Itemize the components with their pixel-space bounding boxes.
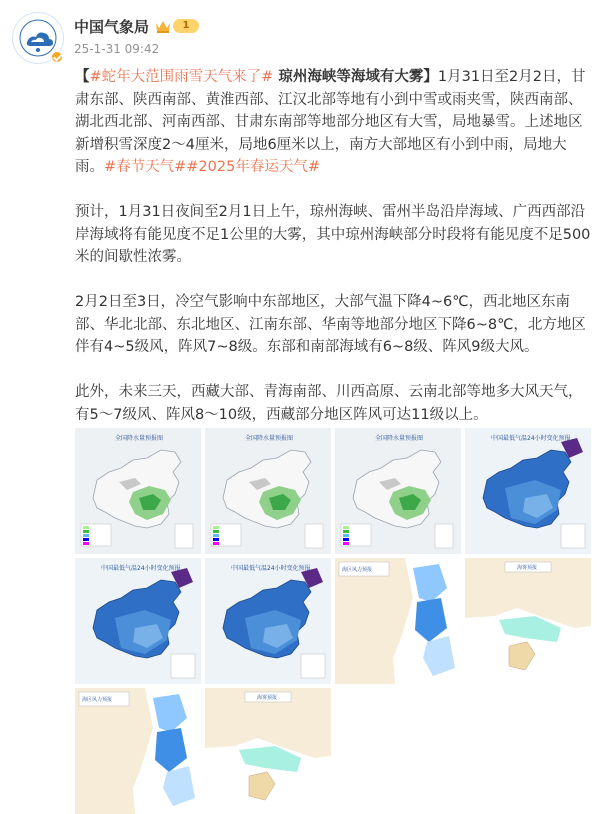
author-name[interactable]: 中国气象局 [74,17,150,36]
temp-map-image [465,428,591,554]
image-thumb-5[interactable] [75,558,201,684]
verified-badge-icon [50,50,64,64]
topic-link-3[interactable]: #2025年春运天气# [186,159,321,175]
svg-text:海雾预报: 海雾预报 [517,565,538,571]
paragraph-4: 此外，未来三天，西藏大部、青海南部、川西高原、云南北部等地多大风天气，有5～7级风、阵风8～10级，西藏部分地区阵风可达11级以上。 [75,384,583,423]
topic-link-1[interactable]: #蛇年大范围雨雪天气来了# [89,69,274,85]
image-thumb-7[interactable] [335,558,461,684]
close-bracket: 】 [423,69,438,85]
image-thumb-8[interactable] [465,558,591,684]
temp-map-image [75,558,201,684]
svg-text:中国最低气温24小时变化预报: 中国最低气温24小时变化预报 [491,435,571,442]
svg-text:全国降水量预报图: 全国降水量预报图 [245,435,294,442]
open-bracket: 【 [75,69,90,85]
paragraph-1-body: 1月31日至2月2日，甘肃东部、陕西南部、黄淮西部、江汉北部等地有小到中雪或雨夹雪，陕西南部、湖北西北部、河南西部、甘肃东南部等地部分地区有大雪，局地暴雪。上述地区新增积雪深度2～4厘米，局地6厘米以上，南方大部地区有小到中雨，局地大雨。 [75,69,586,175]
svg-text:海雾预报: 海雾预报 [257,695,278,701]
wind-map-image [75,688,201,814]
paragraph-1 [75,66,595,179]
image-thumb-10[interactable] [205,688,331,814]
post-header [12,12,592,62]
wind-map-image [335,558,461,684]
precip-map-image [75,428,201,554]
image-thumb-1[interactable] [75,428,201,554]
paragraph-2: 预计，1月31日夜间至2月1日上午，琼州海峡、雷州半岛沿岸海域、广西西部沿岸海域将有能见度不足1公里的大雾，其中琼州海峡部分时段将有能见度不足500米的间歇性浓雾。 [75,204,591,265]
precip-map-image [335,428,461,554]
image-thumb-3[interactable] [335,428,461,554]
svg-text:全国降水量预报图: 全国降水量预报图 [375,435,424,442]
topic-link-2[interactable]: #春节天气# [104,159,187,175]
image-thumb-9[interactable] [75,688,201,814]
precip-map-image [205,428,331,554]
svg-text:全国降水量预报图: 全国降水量预报图 [115,435,164,442]
paragraph-3: 2月2日至3日，冷空气影响中东部地区，大部气温下降4~6℃，西北地区东南部、华北北部、东北地区、江南东部、华南等地部分地区下降6~8℃，北方地区伴有4~5级风，阵风7~8级。东部和南部海域有6~8级、阵风9级大风。 [75,294,586,355]
image-thumb-2[interactable] [205,428,331,554]
temp-map-image [205,558,331,684]
image-thumb-4[interactable] [465,428,591,554]
svg-text:中国最低气温24小时变化预报: 中国最低气温24小时变化预报 [231,565,311,572]
image-thumb-6[interactable] [205,558,331,684]
fog-map-image [205,688,331,814]
crown-icon [155,19,171,33]
user-level-badge: 1 [173,19,199,33]
svg-text:中国最低气温24小时变化预报: 中国最低气温24小时变化预报 [101,565,181,572]
post-time[interactable]: 25-1-31 09:42 [74,42,160,56]
svg-text:海区风力预报: 海区风力预报 [342,567,373,573]
svg-text:海区风力预报: 海区风力预报 [82,697,113,703]
fog-map-image [465,558,591,684]
headline: 琼州海峡等海域有大雾 [273,69,424,85]
post-content [75,66,595,449]
